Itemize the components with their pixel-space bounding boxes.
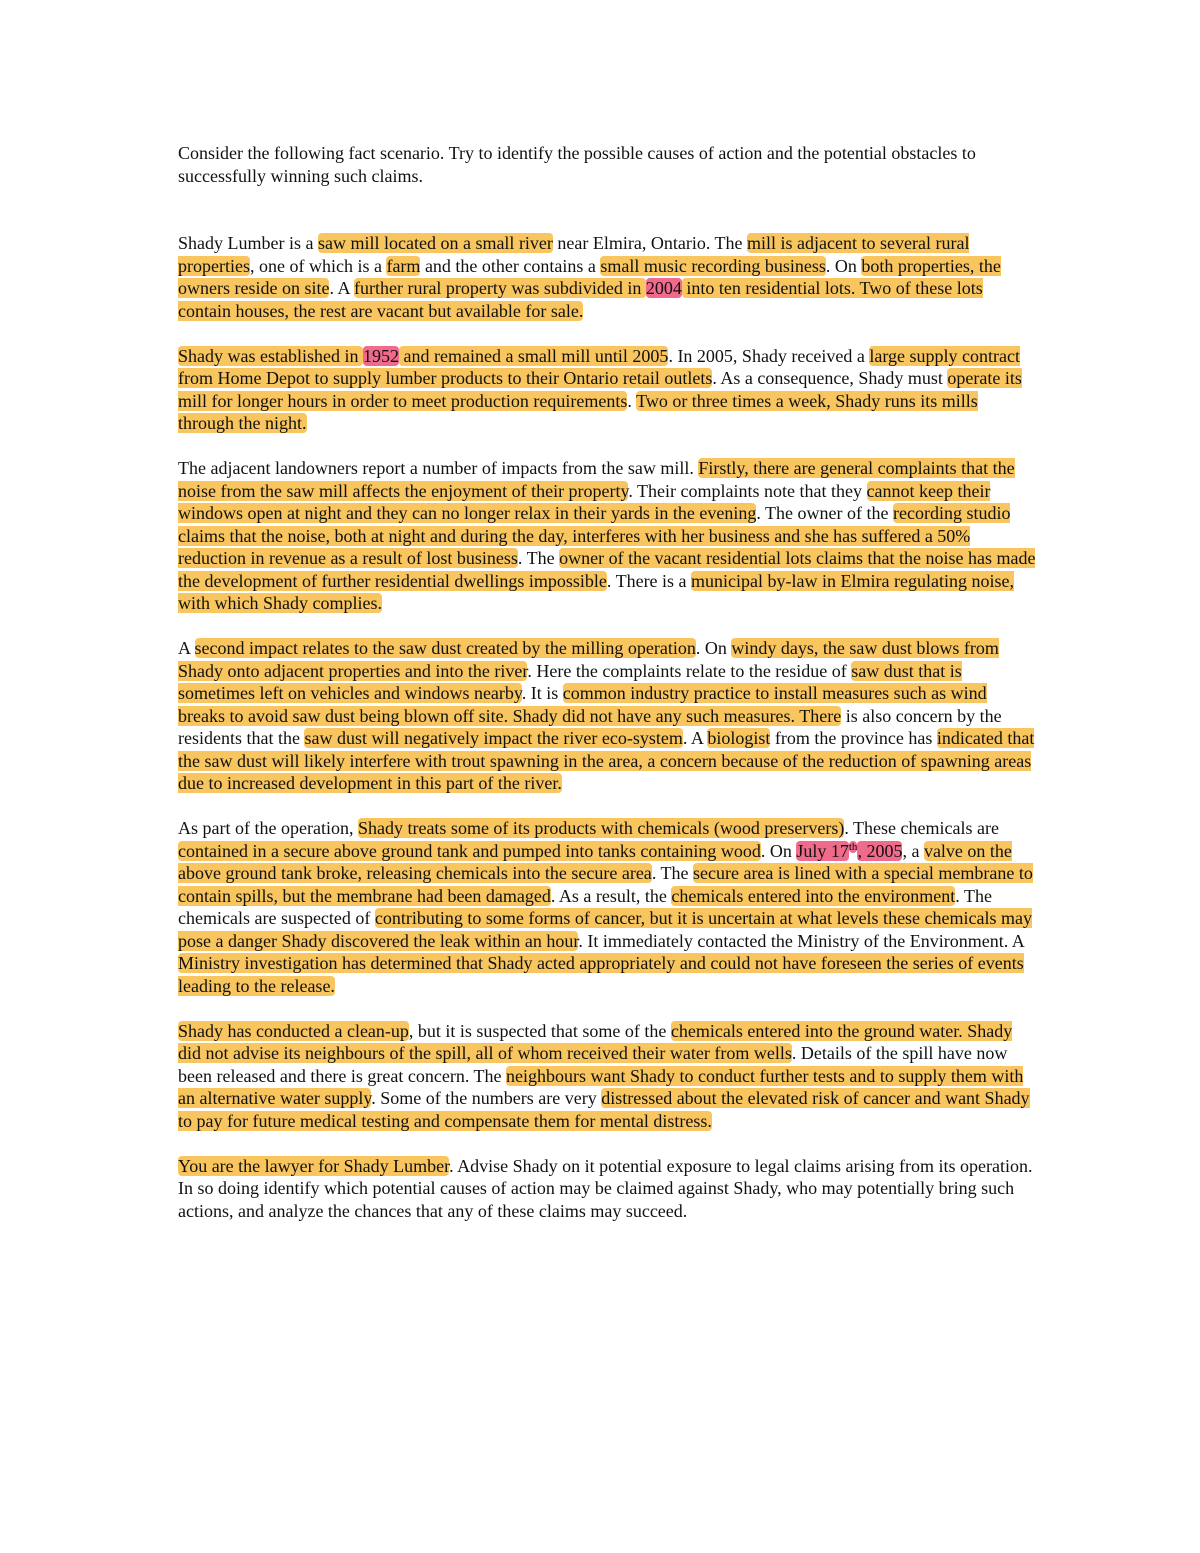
text-segment: near Elmira, Ontario. The: [552, 233, 748, 253]
text-segment: . A: [682, 728, 708, 748]
text-segment: , one of which is a: [249, 255, 387, 276]
highlighted-text: Firstly, there are general complaints that the noise from the saw mill affects the enjoyment of their property: [178, 458, 1015, 501]
highlighted-text: cannot keep their windows open at night and they can no longer relax in their yards in the evening: [178, 480, 991, 523]
text-segment: As part of the operation,: [178, 818, 358, 838]
text-segment: . Their complaints note that they: [628, 480, 867, 501]
text-segment: . There is a: [606, 570, 692, 591]
text-segment: , but it is suspected that some of the: [408, 1020, 671, 1041]
highlighted-text: further rural property was subdivided in: [353, 278, 646, 298]
paragraph: [178, 232, 1038, 322]
highlighted-text: Shady has conducted a clean-up: [178, 1020, 409, 1041]
highlighted-text: valve on the above ground tank broke, releasing chemicals into the secure area: [178, 840, 1012, 883]
highlighted-text: th: [848, 840, 858, 853]
highlighted-text: Shady was established in: [178, 345, 363, 366]
paragraph: [178, 817, 1038, 997]
highlighted-text: chemicals entered into the ground water. Shady did not advise its neighbours of the spill, all of whom received their water from wells: [178, 1020, 1013, 1063]
highlighted-text: large supply contract from Home Depot to supply lumber products to their Ontario retail outlets: [178, 345, 1020, 388]
paragraph: [178, 1155, 1038, 1223]
text-segment: . Details of the spill have now been released and there is great concern. The: [178, 1043, 1008, 1086]
text-segment: . It is: [521, 683, 563, 703]
text-segment: . Some of the numbers are very: [371, 1088, 602, 1108]
paragraph: [178, 345, 1038, 435]
text-segment: . As a result, the: [550, 885, 672, 906]
highlighted-text: windy days, the saw dust blows from Shady onto adjacent properties and into the river: [178, 638, 999, 681]
paragraph: [178, 637, 1038, 795]
highlighted-text: and remained a small mill until 2005: [398, 345, 669, 366]
highlighted-text: operate its mill for longer hours in order to meet production requirements: [178, 368, 1022, 411]
highlighted-text: small music recording business: [600, 255, 826, 276]
text-segment: . On: [760, 840, 797, 861]
highlighted-text: indicated that the saw dust will likely interfere with trout spawning in the area, a concern because of the reduction of spawning areas due to increased development in this part of the river.: [178, 728, 1035, 793]
highlighted-text: mill is adjacent to several rural properties: [178, 233, 970, 276]
text-segment: . On: [825, 255, 862, 276]
text-segment: . The owner of the: [756, 503, 893, 523]
highlighted-text: 1952: [362, 345, 399, 366]
highlighted-text: farm: [386, 255, 421, 276]
highlighted-text: municipal by-law in Elmira regulating noise, with which Shady complies.: [178, 570, 1014, 613]
text-segment: . The: [651, 863, 693, 883]
highlighted-text: chemicals entered into the environment: [671, 885, 956, 906]
highlighted-text: distressed about the elevated risk of cancer and want Shady to pay for future medical testing and compensate them for mental distress.: [178, 1088, 1030, 1131]
text-segment: Shady Lumber is a: [178, 233, 318, 253]
highlighted-text: biologist: [707, 728, 771, 748]
highlighted-text: 2004: [645, 278, 682, 298]
text-segment: . A: [329, 278, 354, 298]
text-segment: . These chemicals are: [844, 818, 999, 838]
text-segment: . In 2005, Shady received a: [668, 345, 870, 366]
text-segment: Consider the following fact scenario. Try to identify the possible causes of action and the potential obstacles to successfully winning such claims.: [178, 143, 976, 186]
highlighted-text: owner of the vacant residential lots claims that the noise has made the development of further residential dwellings impossible: [178, 548, 1036, 591]
paragraph: [178, 1020, 1038, 1133]
highlighted-text: contained in a secure above ground tank and pumped into tanks containing wood: [178, 840, 761, 861]
highlighted-text: both properties, the owners reside on site: [178, 255, 1001, 298]
text-segment: from the province has: [770, 728, 937, 748]
text-segment: . The: [517, 548, 560, 568]
text-segment: A: [178, 638, 195, 658]
text-segment: and the other contains a: [420, 255, 601, 276]
text-segment: . It immediately contacted the Ministry of the Environment. A: [578, 930, 1024, 951]
highlighted-text: contributing to some forms of cancer, but it is uncertain at what levels these chemicals may pose a danger Shady discovered the leak within an hour: [178, 908, 1033, 951]
text-segment: . Here the complaints relate to the residue of: [527, 660, 852, 681]
highlighted-text: neighbours want Shady to conduct further tests and to supply them with an alternative water supply: [178, 1065, 1024, 1108]
highlighted-text: saw dust will negatively impact the river eco-system: [304, 728, 683, 748]
highlighted-text: Shady treats some of its products with chemicals (wood preservers): [357, 818, 845, 838]
text-segment: . Advise Shady on it potential exposure to legal claims arising from its operation. In so doing identify which potential causes of action may be claimed against Shady, who may potentially bring such actions, and analyze the chances that any of these claims may succeed.: [178, 1155, 1033, 1221]
highlighted-text: saw mill located on a small river: [317, 233, 553, 253]
highlighted-text: , 2005: [857, 840, 903, 861]
highlighted-text: common industry practice to install measures such as wind breaks to avoid saw dust being blown off site. Shady did not have any such measures. There: [178, 683, 987, 726]
paragraph: [178, 457, 1038, 615]
text-segment: is also concern by the residents that the: [178, 705, 1002, 748]
intro-paragraph: [178, 142, 1038, 187]
highlighted-text: second impact relates to the saw dust created by the milling operation: [194, 638, 696, 658]
text-segment: . The chemicals are suspected of: [178, 885, 992, 928]
highlighted-text: recording studio claims that the noise, both at night and during the day, interferes with her business and she has suffered a 50% reduction in revenue as a result of lost business: [178, 503, 1011, 568]
text-segment: . On: [695, 638, 732, 658]
highlighted-text: saw dust that is sometimes left on vehicles and windows nearby: [178, 660, 962, 703]
highlighted-text: Two or three times a week, Shady runs its mills through the night.: [178, 390, 978, 433]
text-segment: , a: [902, 840, 924, 861]
highlighted-text: secure area is lined with a special membrane to contain spills, but the membrane had been damaged: [178, 863, 1033, 906]
text-segment: . As a consequence, Shady must: [712, 368, 948, 388]
text-segment: .: [627, 390, 637, 411]
highlighted-text: July 17: [796, 840, 849, 861]
highlighted-text: Ministry investigation has determined that Shady acted appropriately and could not have foreseen the series of events leading to the release.: [178, 953, 1024, 996]
highlighted-text: into ten residential lots. Two of these lots contain houses, the rest are vacant but available for sale.: [178, 278, 983, 321]
text-segment: The adjacent landowners report a number of impacts from the saw mill.: [178, 458, 699, 478]
document-body: [178, 142, 1038, 1245]
highlighted-text: You are the lawyer for Shady Lumber: [178, 1155, 450, 1176]
